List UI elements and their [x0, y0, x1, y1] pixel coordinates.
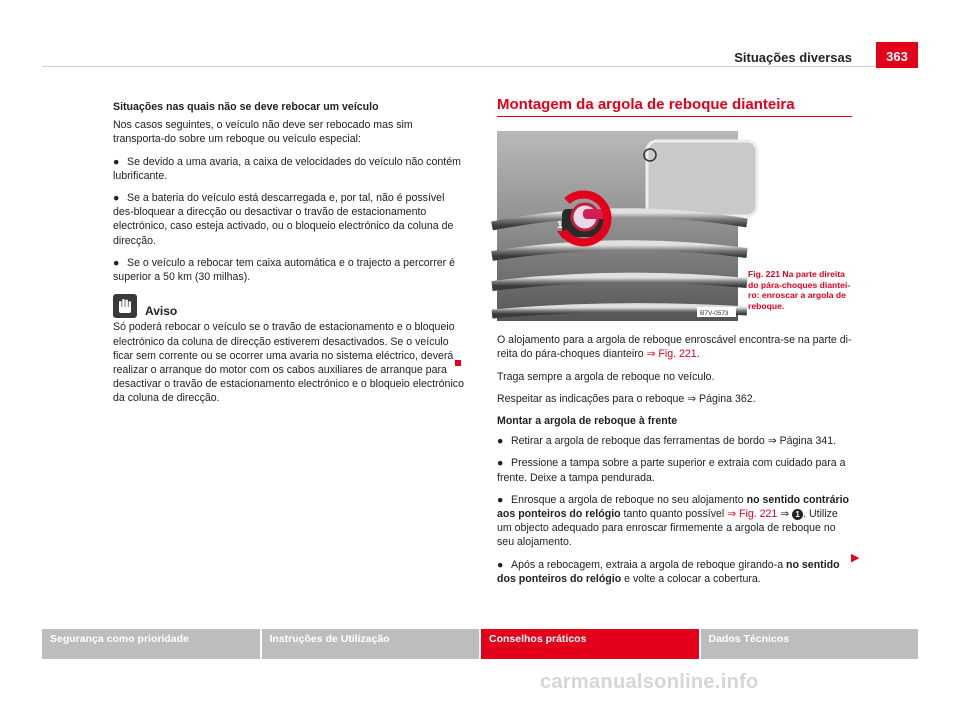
- left-column: [113, 100, 465, 414]
- section-heading: Situações nas quais não se deve rebocar um veículo: [113, 101, 379, 113]
- section-title: Montagem da argola de reboque dianteira: [497, 98, 852, 117]
- page-header-title: Situações diversas: [734, 50, 852, 65]
- tab-instructions[interactable]: Instruções de Utilização: [262, 629, 480, 659]
- watermark: carmanualsonline.info: [540, 671, 759, 693]
- tab-safety[interactable]: Segurança como prioridade: [42, 629, 260, 659]
- figure-row: [497, 131, 852, 321]
- list-item: ● Se devido a uma avaria, a caixa de velocidades do veículo não contém lubrificante.: [113, 155, 461, 182]
- bullet-icon: ●: [497, 435, 504, 448]
- tab-technical-data[interactable]: Dados Técnicos: [701, 629, 919, 659]
- list-item: ● Enrosque a argola de reboque no seu alojamento no sentido contrário aos ponteiros do relógio tanto quanto possível ⇒ Fig. 221 ⇒ 1 . Utilize um objecto adequado para enroscar firmemente a argola de reboque no seu alojamento.: [497, 493, 850, 549]
- paragraph: Traga sempre a argola de reboque no veículo.: [497, 370, 715, 383]
- info-icon: [113, 294, 137, 318]
- tab-practical-advice[interactable]: Conselhos práticos: [481, 629, 699, 659]
- list-item: ● Após a rebocagem, extraia a argola de reboque girando-a no sentido dos ponteiros do relógio e volte a colocar a cobertura.: [497, 558, 840, 585]
- right-column: [497, 98, 852, 594]
- warning-header: [113, 294, 465, 318]
- list-item: ● Se a bateria do veículo está descarregada e, por tal, não é possível des-bloquear a direcção ou desactivar o travão de estacionamento electrónico, caso esteja activado, ou o bloqueio electrónico da coluna de direcção.: [113, 192, 454, 247]
- bullet-icon: ●: [113, 192, 120, 205]
- paragraph: Respeitar as indicações para o reboque ⇒ Página 362.: [497, 392, 756, 405]
- warning-label: Aviso: [145, 304, 178, 319]
- figure-code: B7V-0573: [700, 310, 729, 318]
- bullet-icon: ●: [497, 457, 504, 470]
- bullet-icon: ●: [113, 256, 120, 269]
- bullet-icon: ●: [497, 493, 504, 506]
- list-item: ● Se o veículo a rebocar tem caixa automática e o trajecto a percorrer é superior a 50 km (30 milhas).: [113, 256, 455, 284]
- figure-caption: Fig. 221 Na parte direita do pára-choques diantei-ro: enroscar a argola de reboque.: [748, 269, 851, 311]
- list-item: ● Retirar a argola de reboque das ferramentas de bordo ⇒ Página 341.: [497, 435, 837, 448]
- callout-number: 1: [792, 509, 803, 520]
- warning-text: Só poderá rebocar o veículo se o travão de estacionamento e o bloqueio electrónico da coluna de direcção estiverem desactivados. Se o veículo ficar sem corrente ou se ocorrer uma avaria no sistema eléctrico, deverá realizar o arranque do motor com os cabos auxiliares de arranque para desactivar o travão de estacionamento electrónico e o bloqueio electrónico da coluna de direcção.: [113, 321, 464, 405]
- subheading: Montar a argola de reboque à frente: [497, 415, 678, 428]
- paragraph: O alojamento para a argola de reboque enroscável encontra-se na parte di-reita do pára-choques dianteiro ⇒ Fig. 221.: [497, 334, 852, 361]
- figure-link[interactable]: ⇒ Fig. 221: [727, 508, 778, 521]
- bullet-icon: ●: [497, 558, 504, 571]
- intro-paragraph: Nos casos seguintes, o veículo não deve ser rebocado mas sim transporta-do sobre um reboque ou veículo especial:: [113, 119, 413, 146]
- figure-221-image: [497, 131, 738, 321]
- figure-link[interactable]: ⇒ Fig. 221: [646, 348, 697, 361]
- bullet-icon: ●: [113, 155, 120, 168]
- section-end-marker: [455, 360, 461, 366]
- figure-callout: 1: [557, 220, 563, 232]
- page-number: 363: [876, 42, 918, 68]
- footer-nav: [42, 629, 918, 659]
- list-item: ● Pressione a tampa sobre a parte superior e extraia com cuidado para a frente. Deixe a tampa pendurada.: [497, 457, 846, 484]
- continue-arrow-icon: ▶: [851, 552, 860, 564]
- header-rule: [42, 66, 876, 67]
